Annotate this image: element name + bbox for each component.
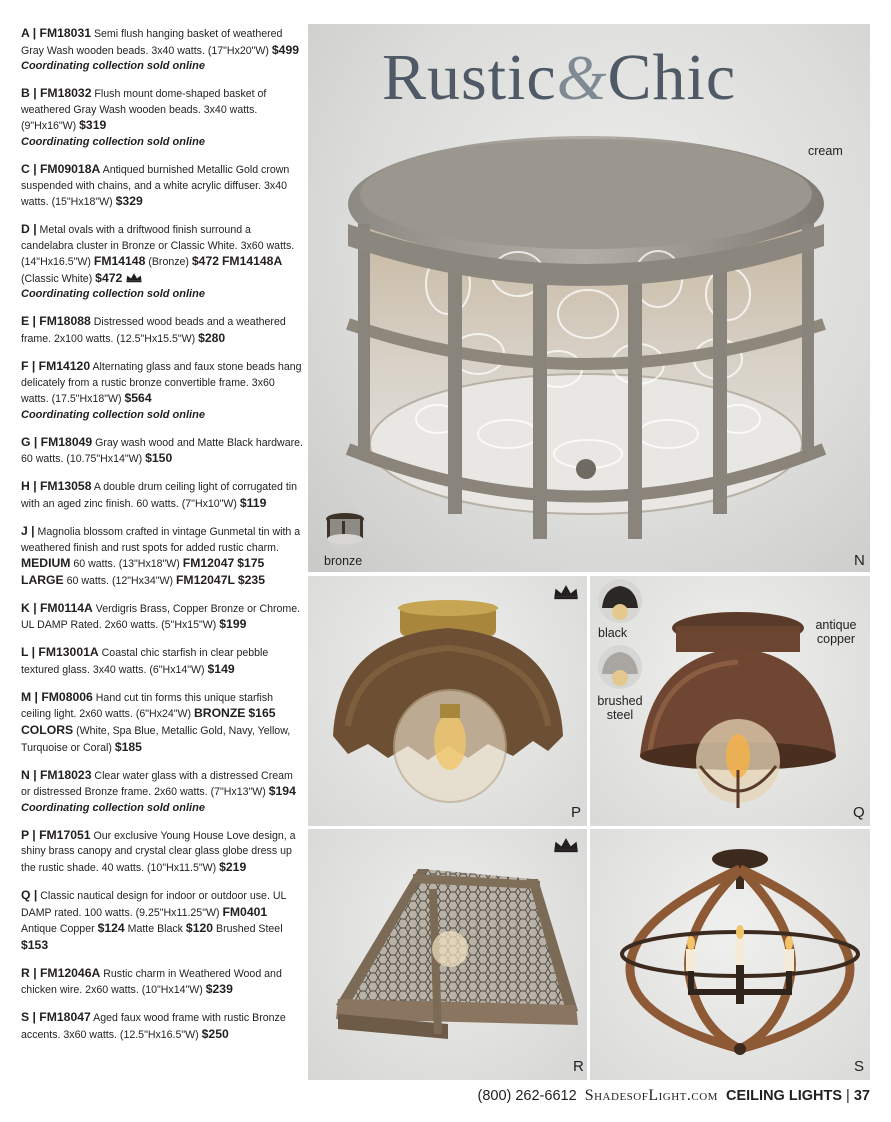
wood-frame-candelabra-illustration: [590, 829, 870, 1080]
section-name: CEILING LIGHTS: [726, 1088, 843, 1104]
crown-icon: [125, 271, 143, 283]
page-number: 37: [853, 1088, 870, 1104]
photo-s: [590, 829, 870, 1080]
product-entry-g: G | FM18049 Gray wash wood and Matte Black hardware. 60 watts. (10.75"Hx14"W) $150: [21, 434, 303, 466]
product-entry-d: D | Metal ovals with a driftwood finish surround a candelabra cluster in Bronze or Classic White. 3x60 watts. (14"Hx16.5"W) FM14148 (Bronze) $472 FM14148A (Classic White) $472 Coordinating collection sold online: [21, 222, 295, 301]
product-entry-p: P | FM17051 Our exclusive Young House Love design, a shiny brass canopy and crystal clear glass globe dress up the rustic shade. 40 watts. (10"Hx11.5"W) $219: [21, 827, 296, 875]
photo-letter-r: R: [573, 1058, 584, 1075]
product-entry-l: L | FM13001A Coastal chic starfish in clear pebble textured glass. 3x40 watts. (6"Hx14"W) $149: [21, 645, 269, 676]
price: $499: [271, 42, 300, 57]
product-entry-n: N | FM18023 Clear water glass with a distressed Cream or distressed Bronze frame. 2x60 watts. (7"Hx13"W) $194 Coordinating collection sold online: [21, 767, 296, 814]
phone-number: (800) 262-6612: [477, 1088, 577, 1104]
page-footer: [310, 1087, 870, 1105]
page-title: Rustic&Chic: [382, 41, 737, 114]
separator: |: [846, 1088, 850, 1104]
product-list: [21, 26, 303, 1055]
product-entry-q: Q | Classic nautical design for indoor or outdoor use. UL DAMP rated. 100 watts. (9.25"Hx11.25"W) FM0401 Antique Copper $124 Matte Black $120 Brushed Steel $153: [21, 888, 286, 952]
black-swatch-thumbnail: [596, 578, 644, 624]
finish-label-bronze: bronze: [324, 554, 363, 568]
dome-shade-illustration: [308, 576, 587, 826]
product-entry-s: S | FM18047 Aged faux wood frame with rustic Bronze accents. 3x60 watts. (12.5"Hx16.5"W) $250: [21, 1010, 286, 1041]
photo-r: [308, 829, 587, 1080]
product-entry-r: R | FM12046A Rustic charm in Weathered Wood and chicken wire. 2x60 watts. (10"Hx14"W) $239: [21, 965, 282, 997]
crown-icon: [552, 834, 580, 854]
brushed-steel-swatch-thumbnail: [596, 644, 644, 690]
product-entry-f: F | FM14120 Alternating glass and faux stone beads hang delicately from a rustic bronze convertible frame. 3x60 watts. (17.5"Hx18"W) $564 Coordinating collection sold online: [21, 359, 302, 421]
finish-label-cream: cream: [808, 144, 843, 158]
product-entry-b: B | FM18032 Flush mount dome-shaped basket of weathered Gray Wash wooden beads. 3x40 watts. (9"Hx16"W) $319 Coordinating collection sold online: [21, 86, 267, 148]
swatch-label-black: black: [598, 626, 628, 640]
finish-label-antique-copper: antique copper: [815, 618, 857, 646]
product-entry-e: E | FM18088 Distressed wood beads and a weathered frame. 2x100 watts. (12.5"Hx15.5"W) $280: [21, 314, 286, 346]
photo-q: [590, 576, 870, 826]
product-entry-a: A | FM18031 Semi flush hanging basket of weathered Gray Wash wooden beads. 3x40 watts. (17"Hx20"W) $499 Coordinating collection sold online: [21, 26, 303, 75]
photo-letter-s: S: [854, 1058, 865, 1075]
photo-p: [308, 576, 587, 826]
bronze-swatch-thumbnail: [322, 506, 368, 550]
product-code: A | FM18031: [21, 26, 92, 40]
product-entry-k: K | FM0114A Verdigris Brass, Copper Bronze or Chrome. UL DAMP Rated. 2x60 watts. (5"Hx15"W) $199: [21, 600, 301, 632]
website: ShadesofLight.com: [584, 1087, 718, 1104]
product-entry-m: M | FM08006 Hand cut tin forms this unique starfish ceiling light. 2x60 watts. (6"Hx24"W) BRONZE $165 COLORS (White, Spa Blue, Metallic Gold, Navy, Yellow, Turquoise or Coral) $185: [21, 689, 291, 754]
photo-letter-n: N: [854, 552, 865, 569]
photo-letter-p: P: [571, 804, 582, 821]
product-entry-h: H | FM13058 A double drum ceiling light of corrugated tin with an aged zinc finish. 60 watts. (7"Hx10"W) $119: [21, 479, 298, 510]
swatch-label-brushed-steel: brushed steel: [597, 694, 643, 722]
photo-letter-q: Q: [853, 804, 865, 821]
chicken-wire-square-illustration: [308, 829, 587, 1080]
coordinating-note: Coordinating collection sold online: [21, 60, 205, 73]
product-entry-c: C | FM09018A Antiqued burnished Metallic Gold crown suspended with chains, and a white acrylic diffuser. 3x40 watts. (15"Hx18"W) $329: [21, 161, 290, 209]
crown-icon: [552, 581, 580, 601]
product-entry-j: J | Magnolia blossom crafted in vintage Gunmetal tin with a weathered finish and rust spots for added rustic charm. MEDIUM 60 watts. (13"Hx18"W) FM12047 $175 LARGE 60 watts. (12"Hx34"W) FM12047L $235: [21, 523, 301, 587]
